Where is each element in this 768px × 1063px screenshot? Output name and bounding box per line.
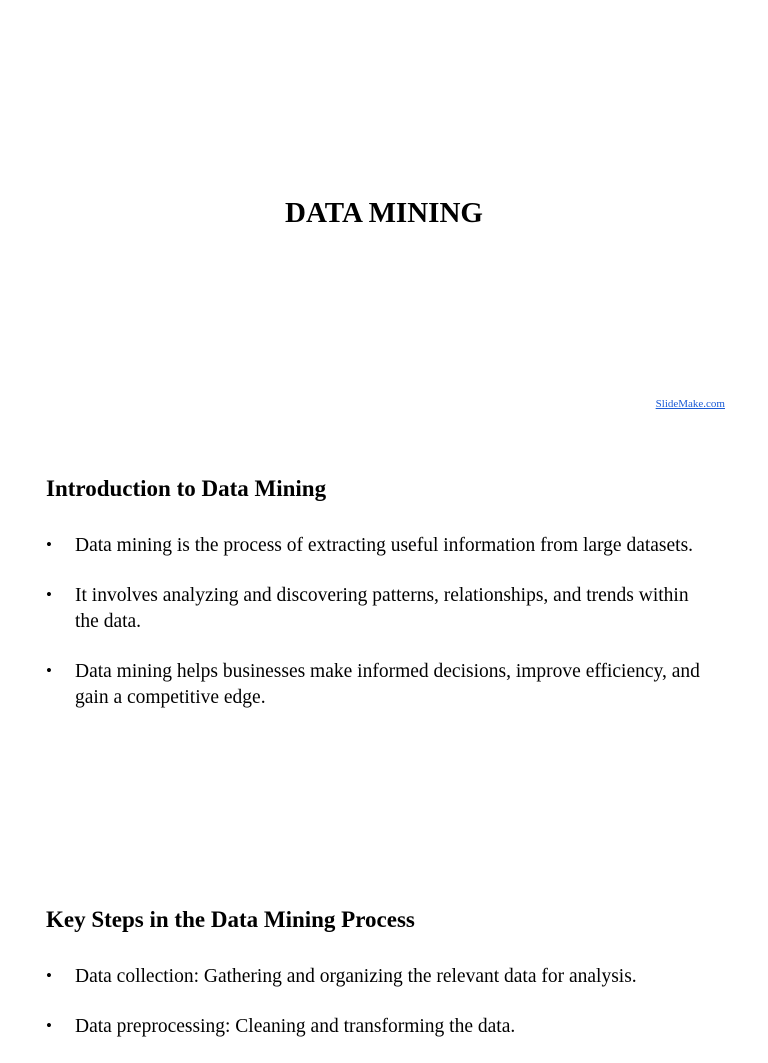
intro-slide bbox=[0, 430, 768, 860]
intro-bullet-list bbox=[46, 533, 706, 735]
list-item bbox=[46, 659, 706, 712]
bullet-text: Data preprocessing: Cleaning and transforming the data. bbox=[75, 1015, 516, 1037]
list-item bbox=[46, 533, 706, 560]
bullet-icon: • bbox=[46, 584, 52, 604]
bullet-icon: • bbox=[46, 535, 52, 554]
bullet-icon: • bbox=[46, 1015, 52, 1035]
bullet-icon: • bbox=[46, 660, 52, 680]
steps-slide bbox=[0, 860, 768, 1037]
intro-heading: Introduction to Data Mining bbox=[46, 476, 327, 501]
bullet-text: It involves analyzing and discovering patterns, relationships, and trends within the data. bbox=[75, 584, 689, 632]
list-item bbox=[46, 583, 706, 636]
steps-bullet-list bbox=[46, 964, 706, 1063]
steps-heading: Key Steps in the Data Mining Process bbox=[46, 907, 415, 932]
list-item bbox=[46, 1014, 706, 1041]
title-slide bbox=[0, 0, 768, 430]
bullet-text: Data collection: Gathering and organizing the relevant data for analysis. bbox=[75, 966, 637, 987]
bullet-text: Data mining helps businesses make informed decisions, improve efficiency, and gain a competitive edge. bbox=[75, 660, 700, 708]
bullet-text: Data mining is the process of extracting useful information from large datasets. bbox=[75, 535, 694, 556]
slidemake-link[interactable]: SlideMake.com bbox=[655, 398, 725, 410]
presentation-title: DATA MINING bbox=[285, 197, 483, 229]
list-item bbox=[46, 964, 706, 991]
bullet-icon: • bbox=[46, 966, 52, 985]
